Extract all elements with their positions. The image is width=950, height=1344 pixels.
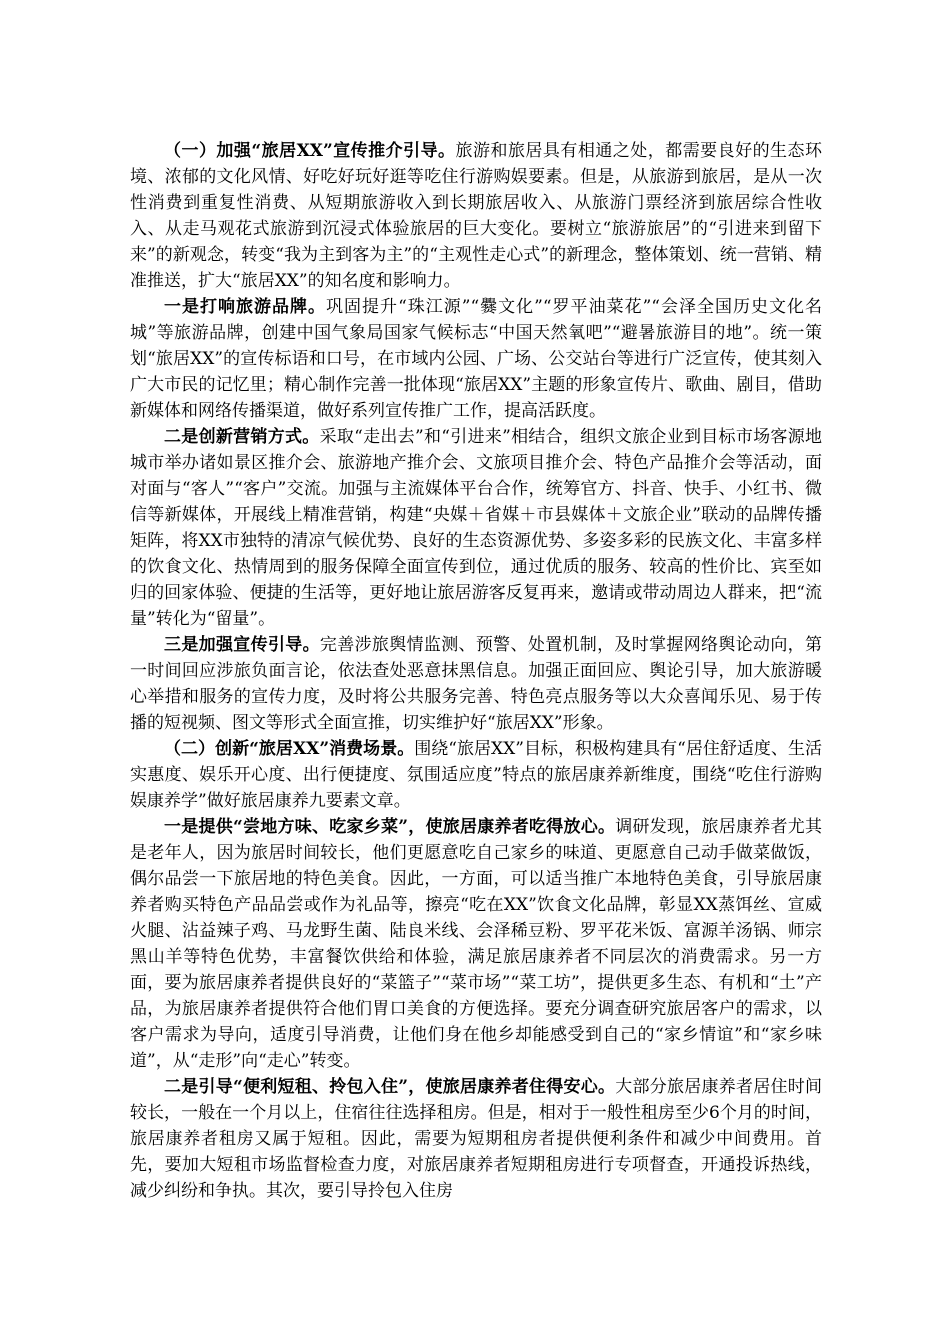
- paragraph-2-heading: 一是打响旅游品牌。: [164, 297, 327, 317]
- paragraph-6-heading: 一是提供“尝地方味、吃家乡菜”，使旅居康养者吃得放心。: [164, 817, 616, 837]
- paragraph-4: [130, 632, 822, 736]
- paragraph-1-body: 旅游和旅居具有相通之处，都需要良好的生态环境、浓郁的文化风情、好吃好玩好逛等吃住行游购娱要素。但是，从旅游到旅居，是从一次性消费到重复性消费、从短期旅游收入到长期旅居收入、从旅游门票经济到旅居综合性收入、从走马观花式旅游到沉浸式体验旅居的巨大变化。要树立“旅游旅居”的“引进来到留下来”的新观念，转变“我为主到客为主”的“主观性走心式”的新理念，整体策划、统一营销、精准推送，扩大“旅居XX”的知名度和影响力。: [130, 141, 823, 291]
- paragraph-2: [130, 294, 822, 424]
- paragraph-3: [130, 424, 822, 632]
- paragraph-3-heading: 二是创新营销方式。: [164, 427, 320, 447]
- paragraph-4-heading: 三是加强宣传引导。: [164, 635, 320, 655]
- document-page: [130, 138, 822, 1204]
- paragraph-1: [130, 138, 822, 294]
- paragraph-3-body: 采取“走出去”和“引进来”相结合，组织文旅企业到目标市场客源地城市举办诸如景区推介会、旅游地产推介会、文旅项目推介会、特色产品推介会等活动，面对面与“客人”“客户”交流。加强与主流媒体平台合作，统筹官方、抖音、快手、小红书、微信等新媒体，开展线上精准营销，构建“央媒＋省媒＋市县媒体＋文旅企业”联动的品牌传播矩阵，将XX市独特的清凉气候优势、良好的生态资源优势、多姿多彩的民族文化、丰富多样的饮食文化、热情周到的服务保障全面宣传到位，通过优质的服务、较高的性价比、宾至如归的回家体验、便捷的生活等，更好地让旅居游客反复再来，邀请或带动周边人群来，把“流量”转化为“留量”。: [130, 427, 822, 629]
- paragraph-4-body: 完善涉旅舆情监测、预警、处置机制，及时掌握网络舆论动向，第一时间回应涉旅负面言论，依法查处恶意抹黑信息。加强正面回应、舆论引导，加大旅游暖心举措和服务的宣传力度，及时将公共服务完善、特色亮点服务等以大众喜闻乐见、易于传播的短视频、图文等形式全面宣推，切实维护好“旅居XX”形象。: [130, 635, 823, 733]
- paragraph-6: [130, 814, 822, 1074]
- paragraph-5-body: 围绕“旅居XX”目标，积极构建具有“居住舒适度、生活实惠度、娱乐开心度、出行便捷度、氛围适应度”特点的旅居康养新维度，围绕“吃住行游购娱康养学”做好旅居康养九要素文章。: [130, 739, 822, 811]
- paragraph-7-body: 大部分旅居康养者居住时间较长，一般在一个月以上，住宿往往选择租房。但是，相对于一般性租房至少6个月的时间，旅居康养者租房又属于短租。因此，需要为短期租房者提供便利条件和减少中间费用。首先，要加大短租市场监督检查力度，对旅居康养者短期租房进行专项督查，开通投诉热线，减少纠纷和争执。其次，要引导拎包入住房: [130, 1077, 822, 1201]
- paragraph-7-heading: 二是引导“便利短租、拎包入住”，使旅居康养者住得安心。: [164, 1077, 616, 1097]
- paragraph-2-body: 巩固提升“珠江源”“爨文化”“罗平油菜花”“会泽全国历史文化名城”等旅游品牌，创建中国气象局国家气候标志“中国天然氧吧”“避暑旅游目的地”。统一策划“旅居XX”的宣传标语和口号，在市域内公园、广场、公交站台等进行广泛宣传，使其刻入广大市民的记忆里；精心制作完善一批体现“旅居XX”主题的形象宣传片、歌曲、剧目，借助新媒体和网络传播渠道，做好系列宣传推广工作，提高活跃度。: [130, 297, 822, 421]
- paragraph-5: [130, 736, 822, 814]
- paragraph-7: [130, 1074, 822, 1204]
- paragraph-1-heading: （一）加强“旅居XX”宣传推介引导。: [164, 141, 456, 161]
- paragraph-6-body: 调研发现，旅居康养者尤其是老年人，因为旅居时间较长，他们更愿意吃自己家乡的味道、更愿意自己动手做菜做饭，偶尔品尝一下旅居地的特色美食。因此，一方面，可以适当推广本地特色美食，引导旅居康养者购买特色产品品尝或作为礼品等，擦亮“吃在XX”饮食文化品牌，彰显XX蒸饵丝、宣威火腿、沾益辣子鸡、马龙野生菌、陆良米线、会泽稀豆粉、罗平花米饭、富源羊汤锅、师宗黑山羊等特色优势，丰富餐饮供给和体验，满足旅居康养者不同层次的消费需求。另一方面，要为旅居康养者提供良好的“菜篮子”“菜市场”“菜工坊”，提供更多生态、有机和“土”产品，为旅居康养者提供符合他们胃口美食的方便选择。要充分调查研究旅居客户的需求，以客户需求为导向，适度引导消费，让他们身在他乡却能感受到自己的“家乡情谊”和“家乡味道”，从“走形”向“走心”转变。: [130, 817, 822, 1071]
- paragraph-5-heading: （二）创新“旅居XX”消费场景。: [164, 739, 415, 759]
